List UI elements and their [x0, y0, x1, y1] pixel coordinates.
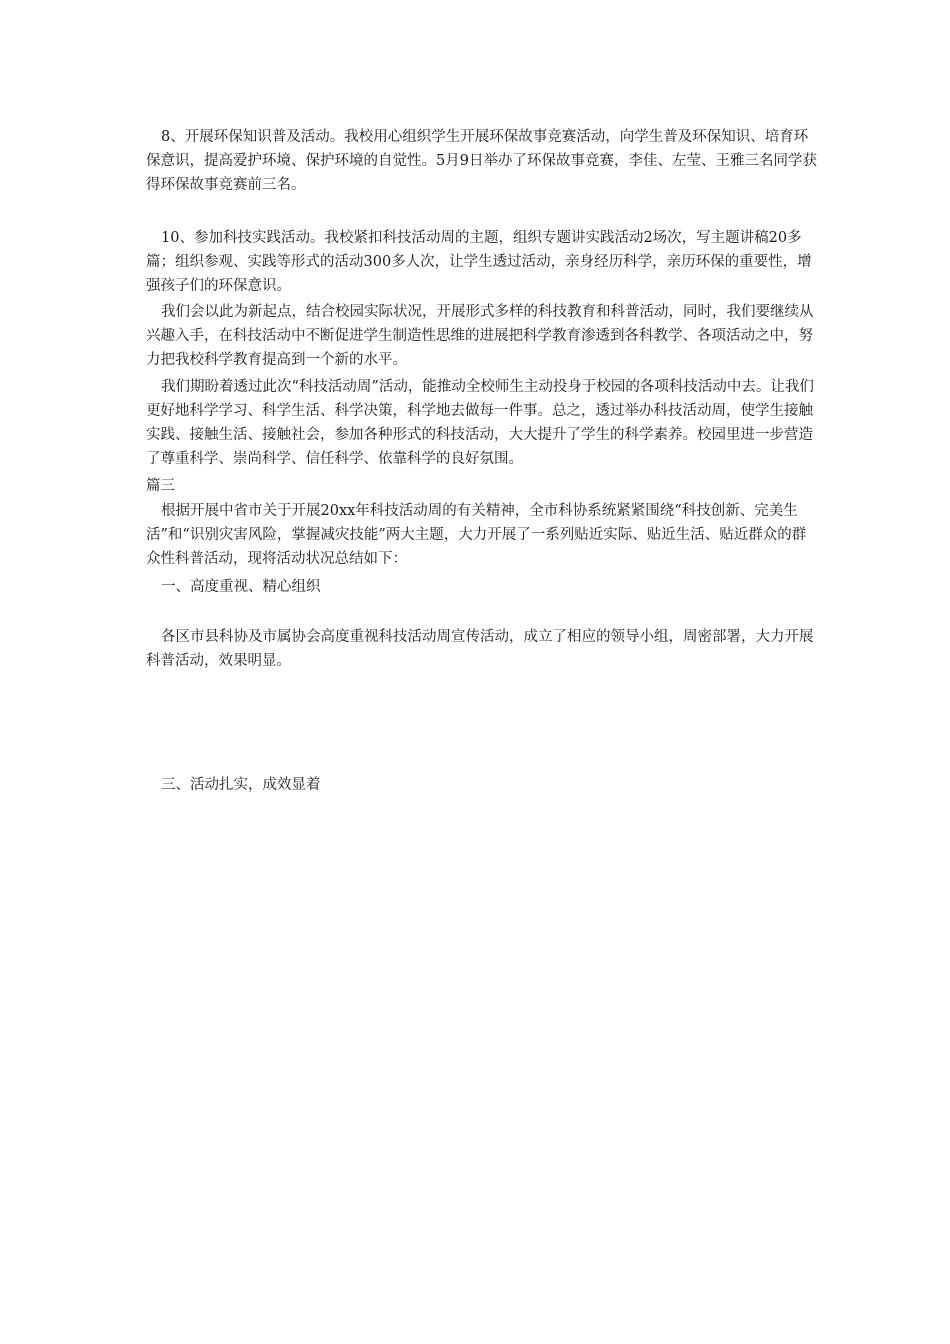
paragraph-tech-practice: 10、参加科技实践活动。我校紧扣科技活动周的主题，组织专题讲实践活动2场次，写主题讲稿20多篇；组织参观、实践等形式的活动300多人次，让学生透过活动，亲身经历科学，亲历环保的重要性，增强孩子们的环保意识。	[146, 230, 812, 294]
paragraph-district-associations: 各区市县科协及市属协会高度重视科技活动周宣传活动，成立了相应的领导小组，周密部署，大力开展科普活动，效果明显。	[146, 629, 814, 669]
heading-high-attention: 一、高度重视、精心组织	[161, 579, 321, 595]
paragraph-environmental-knowledge: 8、开展环保知识普及活动。我校用心组织学生开展环保故事竞赛活动，向学生普及环保知识、培育环保意识，提高爱护环境、保护环境的自觉性。5月9日举办了环保故事竞赛，李佳、左莹、王雅三名同学获得环保故事竞赛前三名。	[146, 129, 817, 193]
paragraph-new-starting-point: 我们会以此为新起点，结合校园实际状况，开展形式多样的科技教育和科普活动，同时，我们要继续从兴趣入手，在科技活动中不断促进学生制造性思维的进展把科学教育渗透到各科教学、各项活动之中，努力把我校科学教育提高到一个新的水平。	[146, 304, 814, 368]
paragraph-tech-week-hopes: 我们期盼着透过此次“科技活动周”活动，能推动全校师生主动投身于校园的各项科技活动中去。让我们更好地科学学习、科学生活、科学决策，科学地去做每一件事。总之，透过举办科技活动周，使学生接触实践、接触生活、接触社会，参加各种形式的科技活动，大大提升了学生的科学素养。校园里进一步营造了尊重科学、崇尚科学、信任科学、依靠科学的良好氛围。	[146, 379, 814, 467]
section-heading-part-three: 篇三	[146, 478, 175, 494]
heading-solid-activities: 三、活动扎实，成效显着	[161, 777, 321, 793]
paragraph-city-science-association: 根据开展中省市关于开展20xx年科技活动周的有关精神，全市科协系统紧紧围绕“科技创新、完美生活”和“识别灾害风险，掌握减灾技能”两大主题，大力开展了一系列贴近实际、贴近生活、贴近群众的群众性科普活动，现将活动状况总结如下：	[146, 503, 807, 567]
